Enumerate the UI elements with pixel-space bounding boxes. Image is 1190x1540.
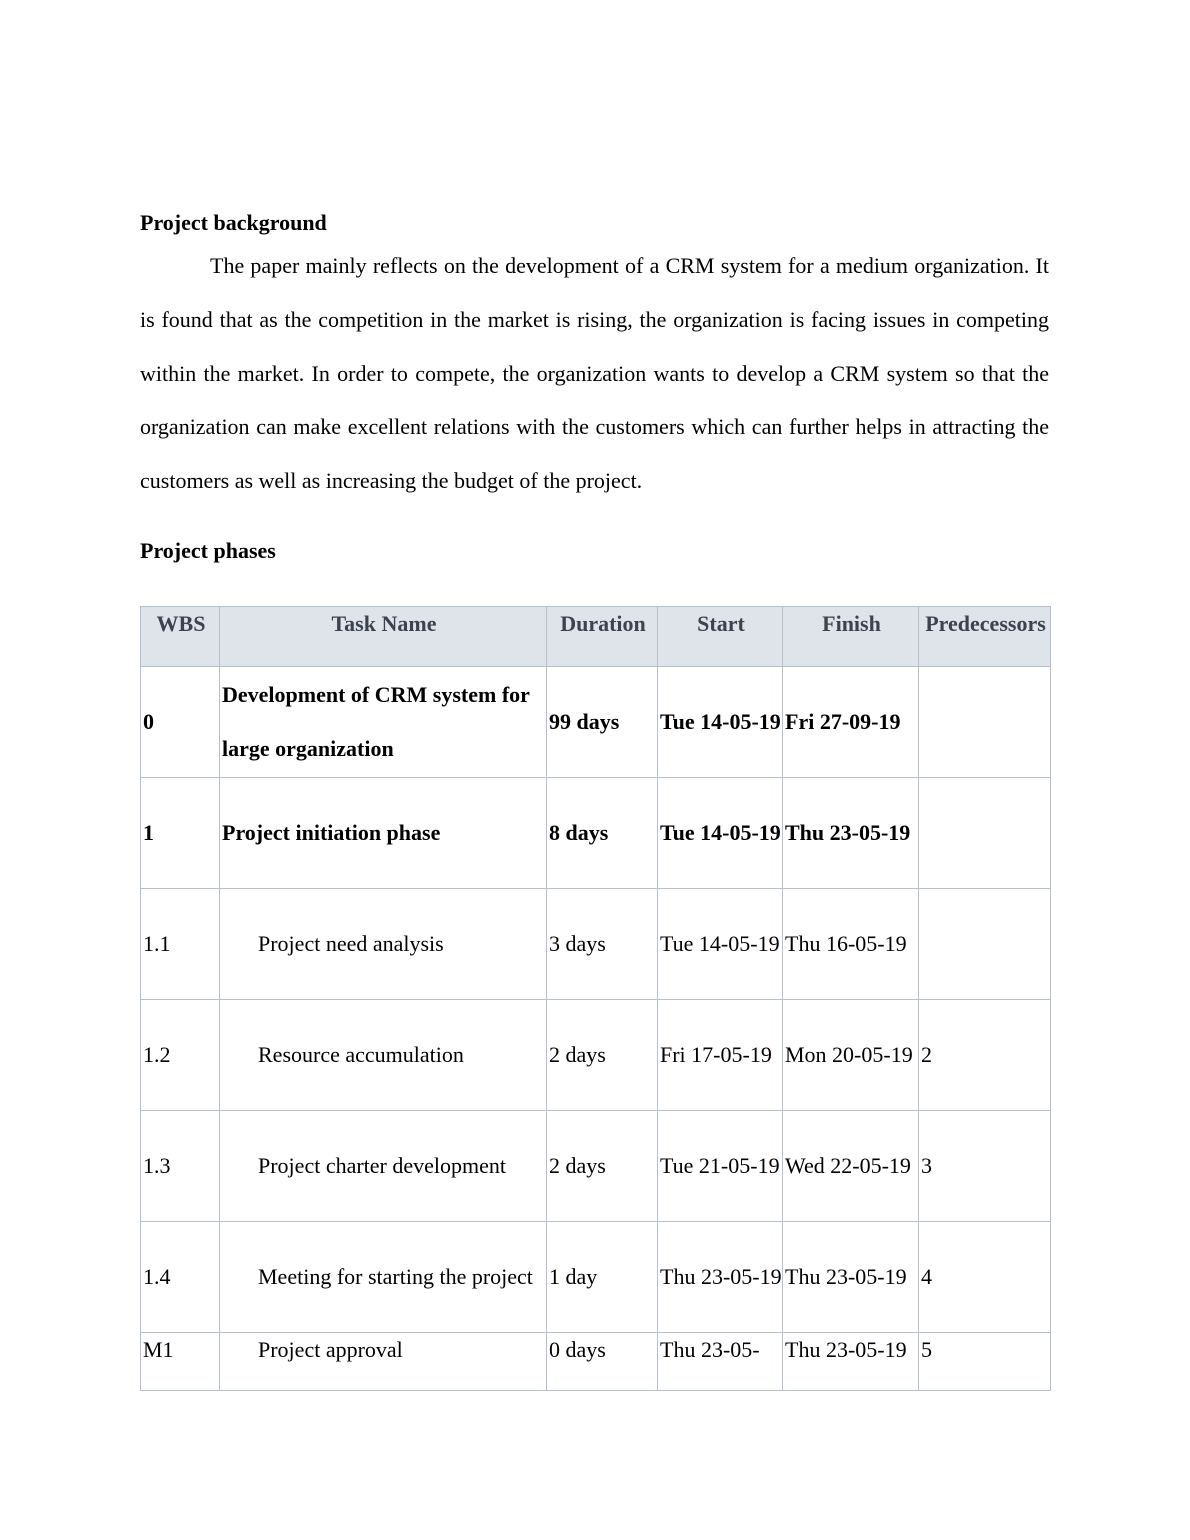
cell-predecessors <box>919 778 1051 889</box>
table-row <box>141 1333 1051 1391</box>
cell-finish: Thu 23-05-19 <box>783 778 919 889</box>
cell-duration: 2 days <box>547 1111 658 1222</box>
table-row <box>141 1222 1051 1333</box>
cell-task: Meeting for starting the project <box>220 1222 547 1333</box>
cell-task: Development of CRM system for large organization <box>220 667 547 778</box>
cell-wbs: 0 <box>141 667 220 778</box>
cell-start: Tue 14-05-19 <box>658 889 783 1000</box>
cell-wbs: 1 <box>141 778 220 889</box>
cell-duration: 99 days <box>547 667 658 778</box>
table-row <box>141 778 1051 889</box>
cell-start: Thu 23-05-19 <box>658 1222 783 1333</box>
cell-predecessors: 4 <box>919 1222 1051 1333</box>
cell-task: Project approval <box>220 1333 547 1391</box>
cell-duration: 2 days <box>547 1000 658 1111</box>
table-header-row <box>141 607 1051 667</box>
cell-start: Fri 17-05-19 <box>658 1000 783 1111</box>
cell-start: Tue 14-05-19 <box>658 778 783 889</box>
header-task-name: Task Name <box>220 607 547 667</box>
cell-task: Project initiation phase <box>220 778 547 889</box>
cell-predecessors: 3 <box>919 1111 1051 1222</box>
cell-predecessors: 5 <box>919 1333 1051 1391</box>
project-phases-heading: Project phases <box>140 538 276 563</box>
cell-predecessors <box>919 667 1051 778</box>
cell-finish: Mon 20-05-19 <box>783 1000 919 1111</box>
project-background-paragraph: The paper mainly reflects on the development of a CRM system for a medium organization. It is found that as the competition in the market is rising, the organization is facing issues in competing within the market. In order to compete, the organization wants to develop a CRM system so that the organization can make excellent relations with the customers which can further helps in attracting the customers as well as increasing the budget of the project. <box>140 253 1049 494</box>
cell-predecessors: 2 <box>919 1000 1051 1111</box>
cell-wbs: 1.1 <box>141 889 220 1000</box>
cell-predecessors <box>919 889 1051 1000</box>
table-row <box>141 889 1051 1000</box>
cell-finish: Thu 23-05-19 <box>783 1222 919 1333</box>
cell-duration: 1 day <box>547 1222 658 1333</box>
cell-wbs: 1.4 <box>141 1222 220 1333</box>
cell-finish: Thu 23-05-19 <box>783 1333 919 1391</box>
cell-start: Thu 23-05- <box>658 1333 783 1391</box>
header-start: Start <box>658 607 783 667</box>
cell-wbs: M1 <box>141 1333 220 1391</box>
cell-finish: Wed 22-05-19 <box>783 1111 919 1222</box>
cell-finish: Fri 27-09-19 <box>783 667 919 778</box>
cell-task: Project need analysis <box>220 889 547 1000</box>
cell-task: Project charter development <box>220 1111 547 1222</box>
cell-finish: Thu 16-05-19 <box>783 889 919 1000</box>
table-row <box>141 667 1051 778</box>
header-wbs: WBS <box>141 607 220 667</box>
cell-start: Tue 21-05-19 <box>658 1111 783 1222</box>
cell-duration: 0 days <box>547 1333 658 1391</box>
table-row <box>141 1000 1051 1111</box>
cell-task: Resource accumulation <box>220 1000 547 1111</box>
header-predecessors: Predecessors <box>919 607 1051 667</box>
cell-wbs: 1.3 <box>141 1111 220 1222</box>
cell-duration: 8 days <box>547 778 658 889</box>
header-finish: Finish <box>783 607 919 667</box>
cell-wbs: 1.2 <box>141 1000 220 1111</box>
cell-duration: 3 days <box>547 889 658 1000</box>
header-duration: Duration <box>547 607 658 667</box>
project-phases-table <box>140 606 1051 1391</box>
project-background-heading: Project background <box>140 210 327 235</box>
cell-start: Tue 14-05-19 <box>658 667 783 778</box>
table-row <box>141 1111 1051 1222</box>
